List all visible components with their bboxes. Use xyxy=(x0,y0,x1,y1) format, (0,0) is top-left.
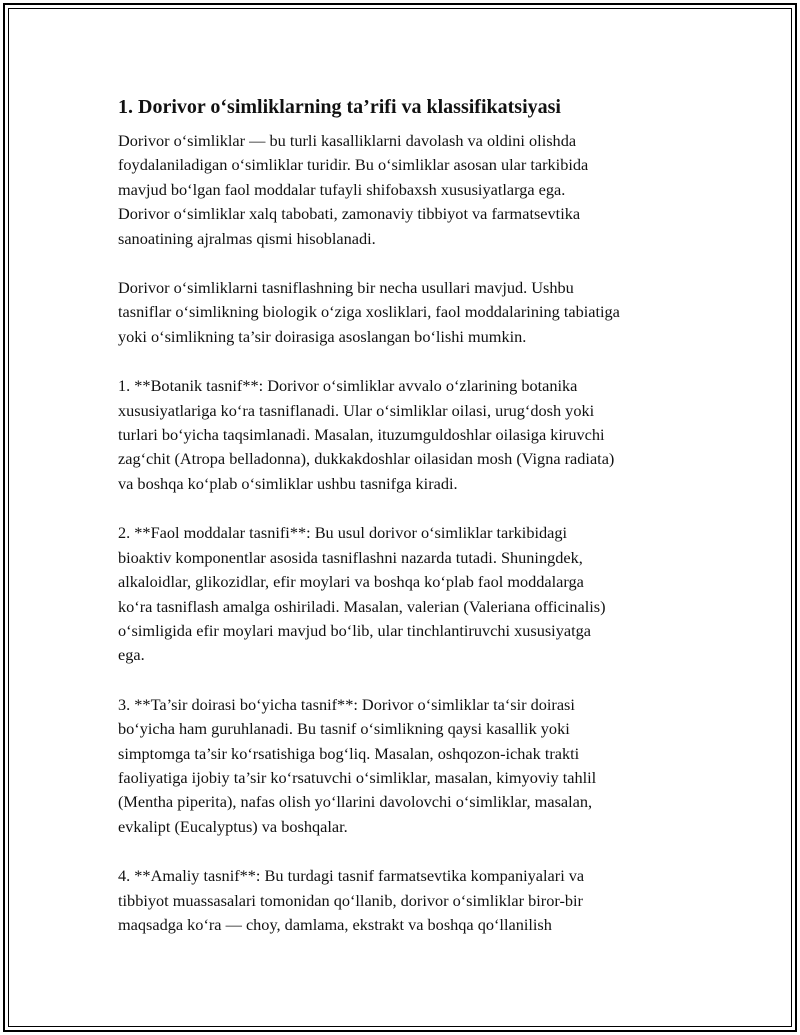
paragraph-list xyxy=(118,129,683,937)
paragraph-line: alkaloidlar, glikozidlar, efir moylari va boshqa ko‘plab faol moddalarga xyxy=(118,572,584,592)
paragraph-line: sanoatining ajralmas qismi hisoblanadi. xyxy=(118,228,376,248)
paragraph-line: ega. xyxy=(118,645,145,665)
paragraph-line: o‘simligida efir moylari mavjud bo‘lib, ular tinchlantiruvchi xususiyatga xyxy=(118,620,591,640)
paragraph-2 xyxy=(118,276,683,349)
paragraph-line: foydalaniladigan o‘simliklar turidir. Bu o‘simliklar asosan ular tarkibida xyxy=(118,155,589,175)
paragraph-line: (Mentha piperita), nafas olish yo‘llarini davolovchi o‘simliklar, masalan, xyxy=(118,792,593,812)
paragraph-line: xususiyatlariga ko‘ra tasniflanadi. Ular o‘simliklar oilasi, urug‘dosh yoki xyxy=(118,400,595,420)
paragraph-line: maqsadga ko‘ra — choy, damlama, ekstrakt va boshqa qo‘llanilish xyxy=(118,914,552,934)
paragraph-line: tasniflar o‘simlikning biologik o‘ziga xosliklari, faol moddalarining tabiatiga xyxy=(118,302,620,322)
paragraph-line: va boshqa ko‘plab o‘simliklar ushbu tasnifga kiradi. xyxy=(118,473,458,493)
paragraph-5 xyxy=(118,693,683,839)
paragraph-line: Dorivor o‘simliklar — bu turli kasalliklarni davolash va oldini olishda xyxy=(118,131,577,150)
paragraph-line: Dorivor o‘simliklarni tasniflashning bir necha usullari mavjud. Ushbu xyxy=(118,278,574,298)
paragraph-line: Dorivor o‘simliklar xalq tabobati, zamonaviy tibbiyot va farmatsevtika xyxy=(118,204,581,224)
paragraph-line: turlari bo‘yicha taqsimlanadi. Masalan, ituzumguldoshlar oilasiga kiruvchi xyxy=(118,425,605,445)
paragraph-line: bo‘yicha ham guruhlanadi. Bu tasnif o‘simlikning qaysi kasallik yoki xyxy=(118,719,570,739)
paragraph-line: tibbiyot muassasalari tomonidan qo‘llanib, dorivor o‘simliklar biror-bir xyxy=(118,890,583,910)
paragraph-line: zag‘chit (Atropa belladonna), dukkakdoshlar oilasidan mosh (Vigna radiata) xyxy=(118,449,615,469)
paragraph-line: ko‘ra tasniflash amalga oshiriladi. Masalan, valerian (Valeriana officinalis) xyxy=(118,596,606,616)
paragraph-line: 3. **Ta’sir doirasi bo‘yicha tasnif**: Dorivor o‘simliklar ta‘sir doirasi xyxy=(118,694,575,714)
paragraph-line: 1. **Botanik tasnif**: Dorivor o‘simliklar avvalo o‘zlarining botanika xyxy=(118,376,578,396)
paragraph-line: 2. **Faol moddalar tasnifi**: Bu usul dorivor o‘simliklar tarkibidagi xyxy=(118,523,568,543)
paragraph-1 xyxy=(118,129,683,251)
paragraph-line: simptomga ta’sir ko‘rsatishiga bog‘liq. Masalan, oshqozon-ichak trakti xyxy=(118,743,580,763)
paragraph-3 xyxy=(118,374,683,496)
paragraph-line: 4. **Amaliy tasnif**: Bu turdagi tasnif farmatsevtika kompaniyalari va xyxy=(118,866,585,886)
paragraph-4 xyxy=(118,521,683,667)
section-heading: 1. Dorivor o‘simliklarning ta’rifi va klassifikatsiyasi xyxy=(118,96,561,118)
document-body xyxy=(118,94,683,962)
paragraph-6 xyxy=(118,864,683,937)
paragraph-line: evkalipt (Eucalyptus) va boshqalar. xyxy=(118,816,348,836)
paragraph-line: yoki o‘simlikning ta’sir doirasiga asoslangan bo‘lishi mumkin. xyxy=(118,326,527,346)
paragraph-line: mavjud bo‘lgan faol moddalar tufayli shifobaxsh xususiyatlarga ega. xyxy=(118,179,566,199)
paragraph-line: faoliyatiga ijobiy ta’sir ko‘rsatuvchi o‘simliklar, masalan, kimyoviy tahlil xyxy=(118,767,597,787)
paragraph-line: bioaktiv komponentlar asosida tasniflashni nazarda tutadi. Shuningdek, xyxy=(118,547,583,567)
